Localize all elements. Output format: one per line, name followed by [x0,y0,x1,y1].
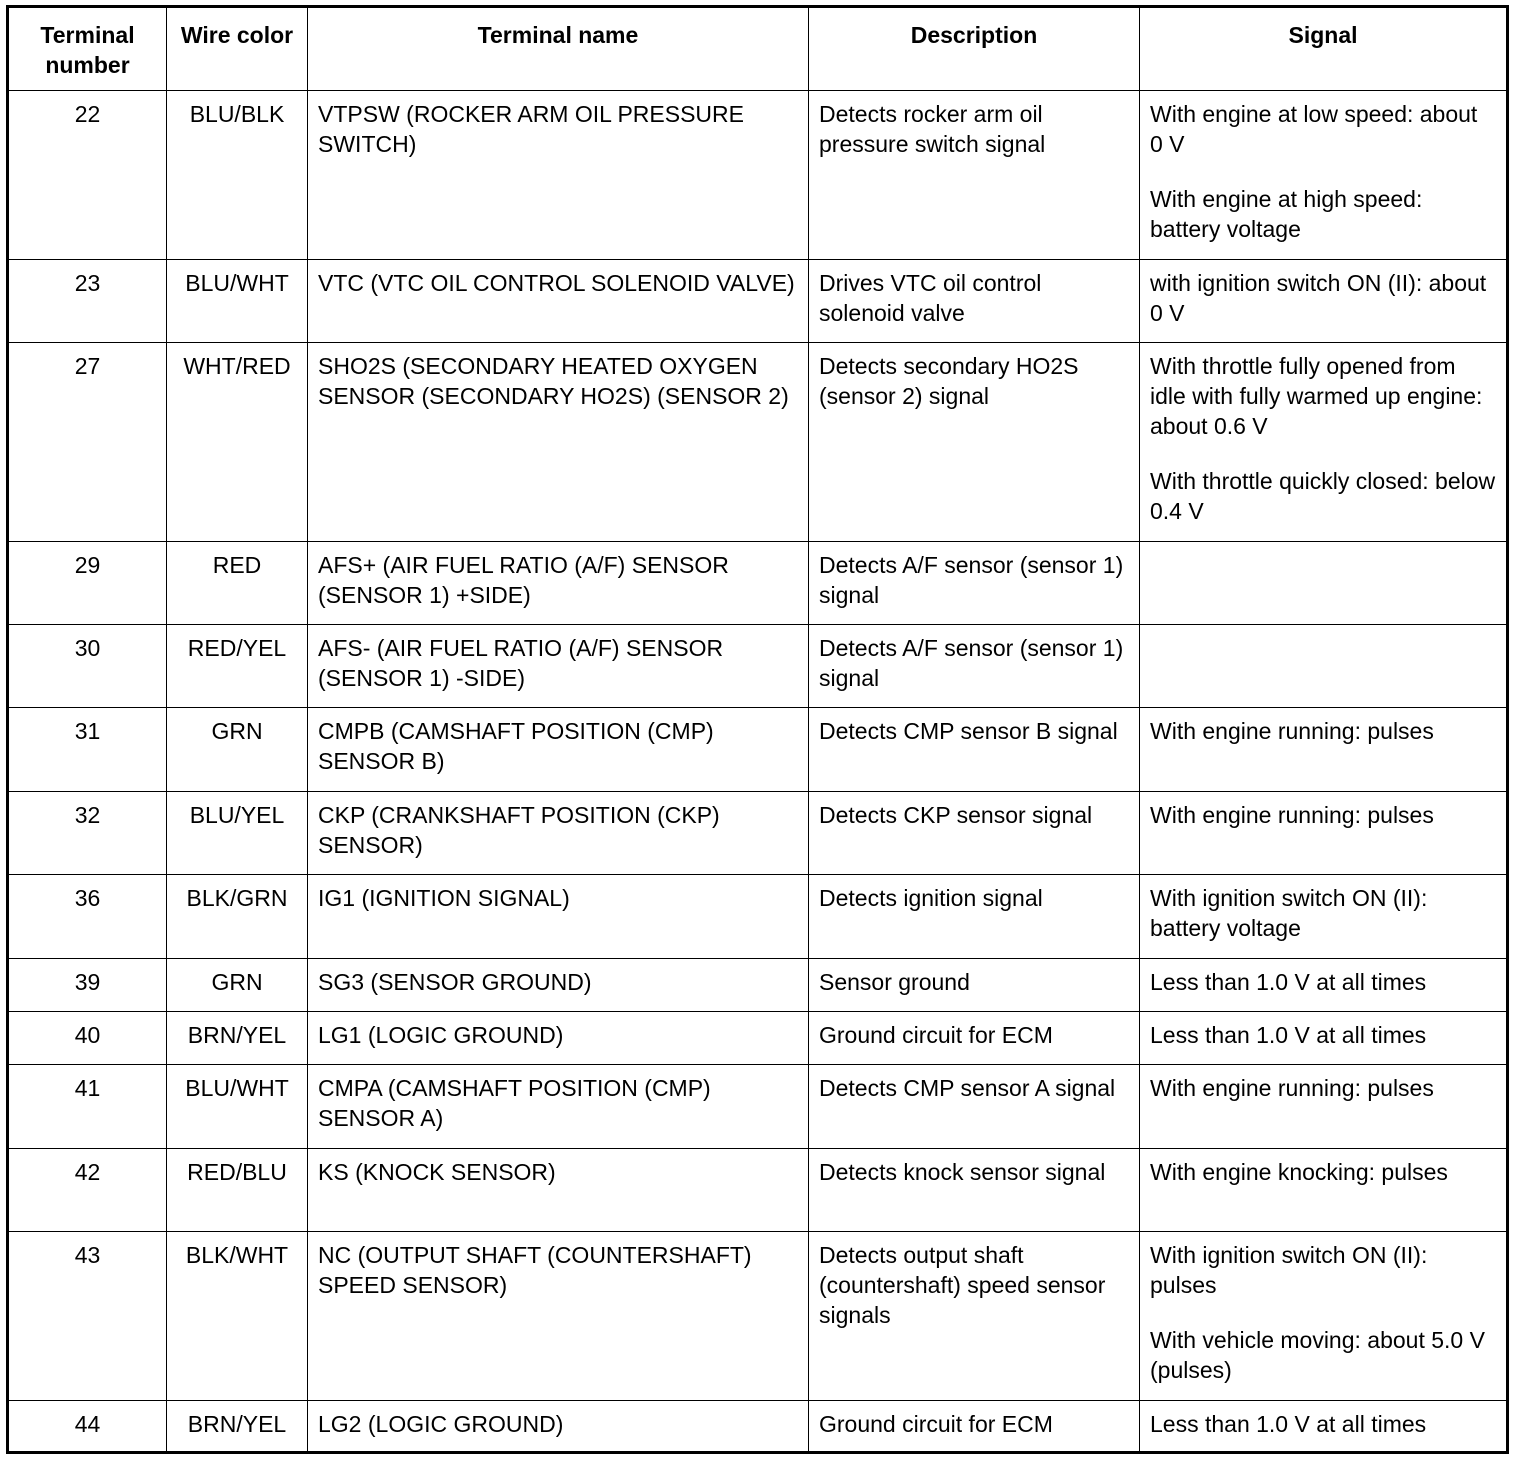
description-cell: Detects rocker arm oil pressure switch signal [809,91,1140,260]
table-row [8,959,1508,1012]
header-wire-color: Wire color [167,7,308,91]
wire-color-cell: BRN/YEL [167,1012,308,1065]
wire-color-cell: GRN [167,708,308,792]
terminal-name-cell: LG2 (LOGIC GROUND) [308,1401,809,1453]
table-row [8,875,1508,959]
signal-line: With engine running: pulses [1150,718,1434,744]
terminal-number-cell: 29 [8,542,167,625]
table-row [8,343,1508,542]
table-row [8,1012,1508,1065]
wire-color-cell: RED/BLU [167,1149,308,1232]
description-cell: Ground circuit for ECM [809,1012,1140,1065]
terminal-number-cell: 44 [8,1401,167,1453]
description-cell: Detects A/F sensor (sensor 1) signal [809,625,1140,708]
table-row [8,1065,1508,1149]
signal-line: Less than 1.0 V at all times [1150,1411,1427,1437]
wire-color-cell: GRN [167,959,308,1012]
signal-cell [1140,708,1508,792]
terminal-number-cell: 30 [8,625,167,708]
description-cell: Ground circuit for ECM [809,1401,1140,1453]
signal-cell [1140,343,1508,542]
wire-color-cell: RED/YEL [167,625,308,708]
signal-cell [1140,875,1508,959]
signal-cell [1140,1232,1508,1401]
table-row [8,625,1508,708]
terminal-name-cell: LG1 (LOGIC GROUND) [308,1012,809,1065]
table-row [8,91,1508,260]
terminal-name-cell: CKP (CRANKSHAFT POSITION (CKP) SENSOR) [308,792,809,875]
terminal-number-cell: 40 [8,1012,167,1065]
description-cell: Sensor ground [809,959,1140,1012]
terminal-number-cell: 42 [8,1149,167,1232]
signal-line: With ignition switch ON (II): pulses [1150,1242,1428,1298]
description-cell: Detects CMP sensor B signal [809,708,1140,792]
description-cell: Detects knock sensor signal [809,1149,1140,1232]
terminal-number-cell: 36 [8,875,167,959]
terminal-number-cell: 39 [8,959,167,1012]
signal-line: With throttle fully opened from idle with fully warmed up engine: about 0.6 V [1150,353,1483,439]
description-cell: Detects secondary HO2S (sensor 2) signal [809,343,1140,542]
signal-line: With engine knocking: pulses [1150,1159,1448,1185]
signal-line: With vehicle moving: about 5.0 V (pulses) [1150,1327,1485,1383]
wire-color-cell: BLU/WHT [167,1065,308,1149]
signal-cell [1140,1149,1508,1232]
wire-color-cell: BRN/YEL [167,1401,308,1453]
terminal-number-cell: 32 [8,792,167,875]
signal-line: With engine at high speed: battery voltage [1150,186,1423,242]
header-description: Description [809,7,1140,91]
wire-color-cell: BLU/WHT [167,260,308,343]
signal-cell [1140,91,1508,260]
terminal-name-cell: AFS+ (AIR FUEL RATIO (A/F) SENSOR (SENSOR 1) +SIDE) [308,542,809,625]
terminal-name-cell: SG3 (SENSOR GROUND) [308,959,809,1012]
wire-color-cell: BLK/GRN [167,875,308,959]
description-cell: Detects CMP sensor A signal [809,1065,1140,1149]
header-terminal-number: Terminal number [8,7,167,91]
signal-line: Less than 1.0 V at all times [1150,969,1427,995]
terminal-number-cell: 27 [8,343,167,542]
signal-line: With engine running: pulses [1150,802,1434,828]
table-row [8,1401,1508,1453]
terminal-name-cell: KS (KNOCK SENSOR) [308,1149,809,1232]
terminal-number-cell: 23 [8,260,167,343]
terminal-name-cell: AFS- (AIR FUEL RATIO (A/F) SENSOR (SENSOR 1) -SIDE) [308,625,809,708]
terminal-name-cell: NC (OUTPUT SHAFT (COUNTERSHAFT) SPEED SENSOR) [308,1232,809,1401]
terminal-number-cell: 41 [8,1065,167,1149]
terminal-name-cell: SHO2S (SECONDARY HEATED OXYGEN SENSOR (SECONDARY HO2S) (SENSOR 2) [308,343,809,542]
description-cell: Drives VTC oil control solenoid valve [809,260,1140,343]
signal-cell [1140,1012,1508,1065]
signal-cell [1140,260,1508,343]
table-body [8,91,1508,1453]
signal-cell [1140,625,1508,708]
wire-color-cell: BLU/BLK [167,91,308,260]
table-header [8,7,1508,91]
table-row [8,260,1508,343]
signal-line: With throttle quickly closed: below 0.4 V [1150,468,1496,524]
terminal-name-cell: VTPSW (ROCKER ARM OIL PRESSURE SWITCH) [308,91,809,260]
terminal-name-cell: VTC (VTC OIL CONTROL SOLENOID VALVE) [308,260,809,343]
description-cell: Detects ignition signal [809,875,1140,959]
terminal-name-cell: IG1 (IGNITION SIGNAL) [308,875,809,959]
table-row [8,1149,1508,1232]
signal-cell [1140,1401,1508,1453]
signal-cell [1140,542,1508,625]
signal-line: with ignition switch ON (II): about 0 V [1150,270,1487,326]
signal-line: With engine at low speed: about 0 V [1150,101,1478,157]
signal-line: Less than 1.0 V at all times [1150,1022,1427,1048]
table-row [8,542,1508,625]
table-row [8,708,1508,792]
terminal-number-cell: 43 [8,1232,167,1401]
signal-line: With ignition switch ON (II): battery voltage [1150,885,1428,941]
header-row [8,7,1508,91]
wire-color-cell: BLK/WHT [167,1232,308,1401]
description-cell: Detects output shaft (countershaft) speed sensor signals [809,1232,1140,1401]
header-signal: Signal [1140,7,1508,91]
wire-color-cell: WHT/RED [167,343,308,542]
table-row [8,1232,1508,1401]
signal-cell [1140,1065,1508,1149]
signal-cell [1140,792,1508,875]
description-cell: Detects CKP sensor signal [809,792,1140,875]
description-cell: Detects A/F sensor (sensor 1) signal [809,542,1140,625]
signal-cell [1140,959,1508,1012]
table-row [8,792,1508,875]
terminal-number-cell: 31 [8,708,167,792]
terminal-name-cell: CMPB (CAMSHAFT POSITION (CMP) SENSOR B) [308,708,809,792]
wire-color-cell: BLU/YEL [167,792,308,875]
header-terminal-name: Terminal name [308,7,809,91]
signal-line: With engine running: pulses [1150,1075,1434,1101]
wire-color-cell: RED [167,542,308,625]
terminal-number-cell: 22 [8,91,167,260]
terminal-table [6,5,1509,1454]
terminal-name-cell: CMPA (CAMSHAFT POSITION (CMP) SENSOR A) [308,1065,809,1149]
